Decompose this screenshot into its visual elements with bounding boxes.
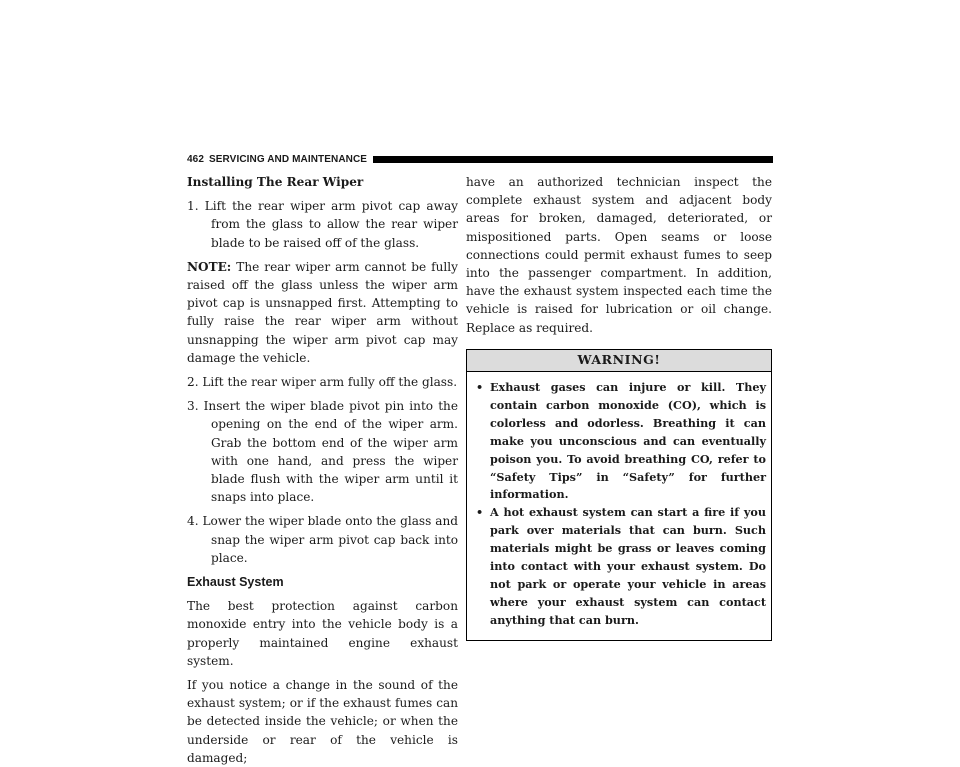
running-head [187,154,367,165]
step-4: 4. Lower the wiper blade onto the glass and snap the wiper arm pivot cap back into place. [187,514,458,565]
warning-title: WARNING! [467,350,771,372]
paragraph-notice-change: If you notice a change in the sound of the exhaust system; or if the exhaust fumes can be detected inside the vehicle; or when the underside or rear of the vehicle is damaged; [187,678,458,765]
note [187,258,458,367]
warning-item-text: Exhaust gases can injure or kill. They contain carbon monoxide (CO), which is colorless and odorless. Breathing it can make you unconscious and can eventually poison you. To avoid breathing CO, refer to “Safety Tips” in “Safety” for further information. [490,380,766,502]
subheading-installing-rear-wiper: Installing The Rear Wiper [187,175,364,189]
paragraph-protection: The best protection against carbon monoxide entry into the vehicle body is a properly maintained engine exhaust system. [187,599,458,668]
warning-item [473,379,766,504]
section-title: SERVICING AND MAINTENANCE [209,153,368,165]
left-column [187,173,458,767]
step-3: 3. Insert the wiper blade pivot pin into the opening on the end of the wiper arm. Grab the bottom end of the wiper arm with one hand, and press the wiper blade flush with the wiper arm until it snaps into place. [187,399,458,505]
page-number: 462 [187,153,204,165]
warning-item [473,504,766,629]
step-2: 2. Lift the rear wiper arm fully off the glass. [187,375,458,390]
warning-box [466,349,772,641]
step-1: 1. Lift the rear wiper arm pivot cap away from the glass to allow the rear wiper blade to be raised off of the glass. [187,199,458,250]
warning-item-text: A hot exhaust system can start a fire if you park over materials that can burn. Such materials might be grass or leaves coming into contact with your exhaust system. Do not park or operate your vehicle in areas where your exhaust system can contact anything that can burn. [490,505,766,627]
warning-body [467,372,771,640]
section-heading-exhaust-system: Exhaust System [187,575,284,590]
header-rule [373,156,773,163]
note-text: The rear wiper arm cannot be fully raised off the glass unless the wiper arm pivot cap is unsnapped first. Attempting to fully raise the rear wiper arm without unsnapping the wiper arm pivot cap may damage the vehicle. [187,259,458,365]
paragraph-continuation: have an authorized technician inspect the complete exhaust system and adjacent body areas for broken, damaged, deteriorated, or mispositioned parts. Open seams or loose connections could permit exhaust fumes to seep into the passenger compartment. In addition, have the exhaust system inspected each time the vehicle is raised for lubrication or oil change. Replace as required. [466,175,772,335]
right-column [466,173,772,641]
bullet-icon: • [476,505,484,520]
bullet-icon: • [476,380,484,395]
note-label: NOTE: [187,259,232,274]
page-header [187,153,773,165]
